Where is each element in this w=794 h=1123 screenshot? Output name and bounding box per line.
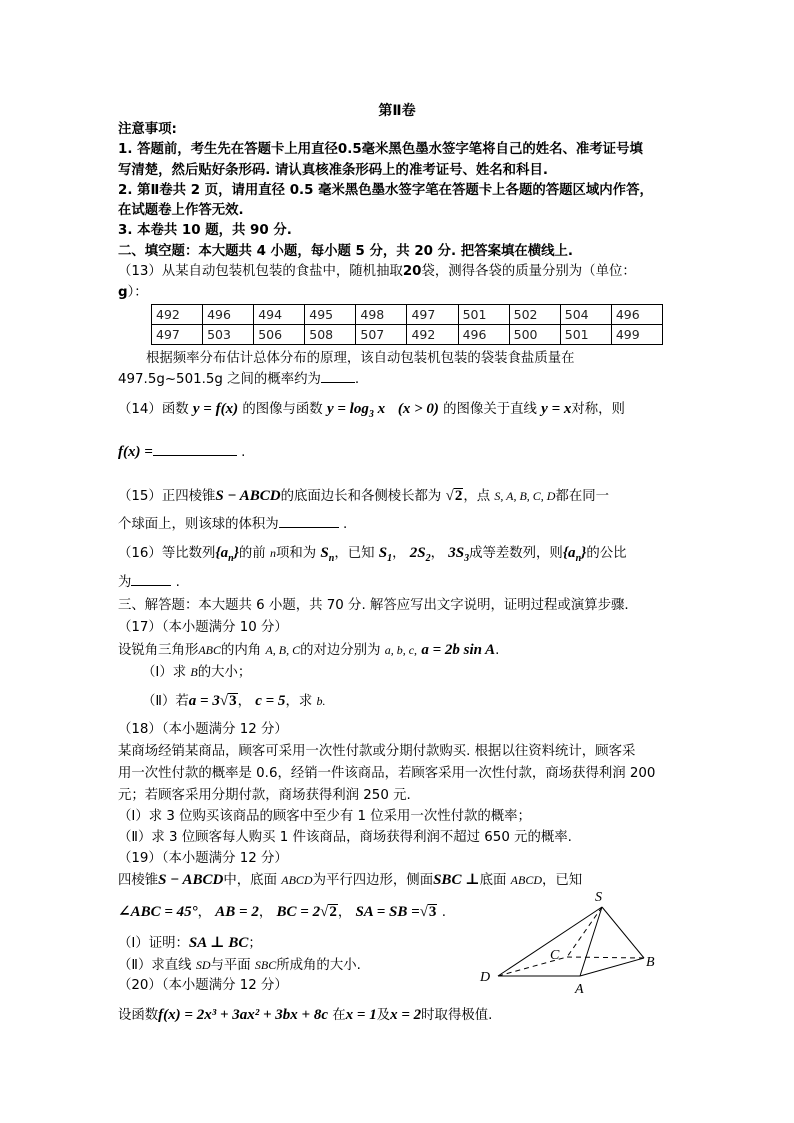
vertex-label-C: C <box>550 948 560 963</box>
table-cell: 492 <box>152 305 203 325</box>
table-cell: 492 <box>407 325 458 345</box>
q17-part1: （Ⅰ）求 B的大小； <box>142 665 252 680</box>
edge-SA <box>580 907 602 976</box>
q13-stem: （13）从某自动包装机包装的食盐中，随机抽取20袋，测得各袋的质量分别为（单位： <box>118 264 636 279</box>
edge-SB <box>602 907 644 958</box>
notice-item: 1. 答题前，考生先在答题卡上用直径0.5毫米黑色墨水签字笔将自己的姓名、准考证号填 <box>118 142 643 157</box>
table-cell: 500 <box>509 325 560 345</box>
q14-answer-blank[interactable] <box>153 443 237 456</box>
table-cell: 495 <box>305 305 356 325</box>
vertex-label-S: S <box>595 890 602 905</box>
q20-header: （20）（本小题满分 12 分） <box>118 978 288 993</box>
q13-unit: g）： <box>118 285 148 300</box>
edge-SC <box>567 907 602 957</box>
vertex-label-B: B <box>646 955 655 970</box>
q13-answer-blank[interactable] <box>321 370 355 383</box>
table-cell: 499 <box>611 325 662 345</box>
part3-heading: 三、解答题：本大题共 6 小题，共 70 分. 解答应写出文字说明，证明过程或演算步骤. <box>118 598 629 613</box>
table-cell: 497 <box>407 305 458 325</box>
table-cell: 498 <box>356 305 407 325</box>
q18-line: 某商场经销某商品，顾客可采用一次性付款或分期付款购买. 根据以往资料统计，顾客采 <box>118 744 636 759</box>
q16-answer-blank[interactable] <box>131 573 171 586</box>
sample-count: 20 <box>402 264 422 279</box>
table-cell: 496 <box>203 305 254 325</box>
table-cell: 506 <box>254 325 305 345</box>
q13-mass-table <box>151 304 663 345</box>
table-cell: 501 <box>560 325 611 345</box>
table-cell: 504 <box>560 305 611 325</box>
q17-stem: 设锐角三角形ABC的内角 A, B, C的对边分别为 a, b, c, a = 2b sin A. <box>118 642 500 658</box>
table-cell: 503 <box>203 325 254 345</box>
q18-line: 用一次性付款的概率是 0.6，经销一件该商品，若顾客采用一次性付款，商场获得利润 200 <box>118 766 656 781</box>
q15-question: 个球面上，则该球的体积为 . <box>118 517 348 532</box>
q16-stem: （16）等比数列$\{a_n\}$的前 n项和为 $S_n$，已知 $S_1$， $2S_2$， $3S_3$成等差数列，则$\{a_n\}$的公比 <box>118 545 627 564</box>
q14-stem: （14）函数 y = f(x) 的图像与函数 $y = \log_3 x$ (x > 0) 的图像关于直线 y = x对称，则 <box>118 401 625 420</box>
edge-CB <box>567 957 644 958</box>
notice-heading: 注意事项: <box>118 122 177 137</box>
q19-header: （19）（本小题满分 12 分） <box>118 851 288 866</box>
q20-stem: 设函数f(x) = 2x³ + 3ax² + 3bx + 8c 在x = 1及x = 2时取得极值. <box>118 1007 493 1023</box>
table-cell: 496 <box>458 325 509 345</box>
q19-stem: 四棱锥S − ABCD中，底面 ABCD为平行四边形，侧面SBC ⊥底面 ABCD，已知 <box>118 872 583 888</box>
q15-answer-blank[interactable] <box>279 515 339 528</box>
table-cell: 507 <box>356 325 407 345</box>
q14-answer-line: f(x) = . <box>118 444 246 460</box>
q13-question: 497.5g~501.5g 之间的概率约为 . <box>118 372 360 387</box>
q19-part1: （Ⅰ）证明：SA ⊥ BC； <box>118 935 262 951</box>
q15-stem: （15）正四棱锥S − ABCD的底面边长和各侧棱长都为 √2，点 S, A, B, C, D都在同一 <box>118 488 610 504</box>
notice-item: 2. 第Ⅱ卷共 2 页，请用直径 0.5 毫米黑色墨水签字笔在答题卡上各题的答题区域内作答， <box>118 183 653 198</box>
q18-line: 元；若顾客采用分期付款，商场获得利润 250 元. <box>118 788 411 803</box>
table-row <box>152 305 663 325</box>
notice-item: 写清楚，然后贴好条形码. 请认真核准条形码上的准考证号、姓名和科目. <box>118 163 548 178</box>
table-cell: 501 <box>458 305 509 325</box>
q18-header: （18）（本小题满分 12 分） <box>118 722 288 737</box>
table-cell: 502 <box>509 305 560 325</box>
q18-part2: （Ⅱ）求 3 位顾客每人购买 1 件该商品，商场获得利润不超过 650 元的概率. <box>118 830 572 845</box>
notice-item: 在试题卷上作答无效. <box>118 203 244 218</box>
q13-text: 根据频率分布估计总体分布的原理，该自动包装机包装的袋装食盐质量在 <box>146 351 575 366</box>
q19-part2: （Ⅱ）求直线 SD与平面 SBC所成角的大小. <box>118 958 361 973</box>
q18-part1: （Ⅰ）求 3 位购买该商品的顾客中至少有 1 位采用一次性付款的概率； <box>118 809 531 824</box>
table-cell: 496 <box>611 305 662 325</box>
q16-question: 为 . <box>118 575 180 590</box>
section-title: 第Ⅱ卷 <box>378 103 416 119</box>
q17-header: （17）（本小题满分 10 分） <box>118 620 288 635</box>
vertex-label-D: D <box>480 970 491 985</box>
table-row <box>152 325 663 345</box>
edge-SD <box>498 907 602 976</box>
table-cell: 508 <box>305 325 356 345</box>
table-cell: 497 <box>152 325 203 345</box>
q19-givens: ∠ABC = 45°， AB = 2， BC = 2√2， SA = SB =√3 . <box>118 904 446 920</box>
notice-item: 3. 本卷共 10 题，共 90 分. <box>118 223 292 238</box>
edge-AB <box>580 958 644 976</box>
part2-heading: 二、填空题：本大题共 4 小题，每小题 5 分，共 20 分. 把答案填在横线上. <box>118 244 574 259</box>
vertex-label-A: A <box>575 982 584 997</box>
table-cell: 494 <box>254 305 305 325</box>
q17-part2: （Ⅱ）若a = 3√3， c = 5，求 b. <box>142 693 326 709</box>
pyramid-figure <box>470 885 670 1000</box>
